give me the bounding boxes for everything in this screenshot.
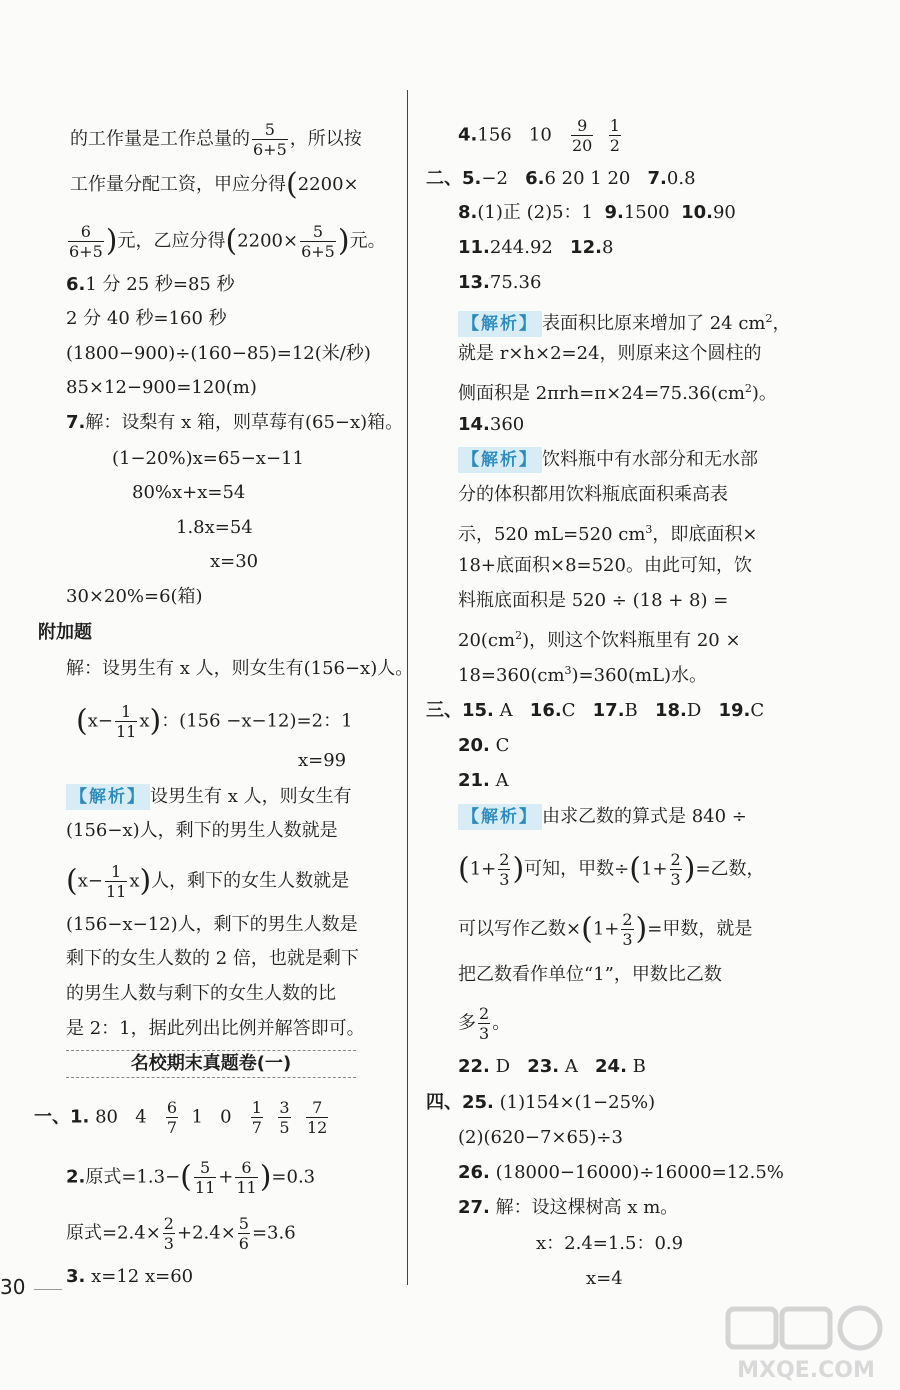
fraction: $\frac{2}{3}$	[622, 910, 633, 949]
analysis-line: $20(cm^2)$，则这个饮料瓶里有 20 ×	[458, 629, 741, 651]
section-title: 名校期末真题卷(一)	[66, 1050, 356, 1078]
watermark-logo	[720, 1305, 890, 1385]
text: 元。	[349, 230, 386, 252]
answer-line: 13.75.36	[458, 272, 542, 293]
text-line: 解：设男生有 x 人，则女生有(156−x)人。	[66, 658, 414, 679]
answer-line: (2)(620−7×65)÷3	[458, 1127, 623, 1148]
analysis-line: 【解析】 表面积比原来增加了 24 $cm^2$，	[458, 306, 791, 337]
text-line: $\frac{6}{6+5}$ )元，乙应分得(2200× $\frac{5}{6+5}$ )元。	[69, 222, 386, 261]
text-line: 工作量分配工资，甲应分得(2200×	[70, 167, 359, 202]
fraction: $\frac{5}{6}$	[238, 1214, 249, 1253]
analysis-line: 的男生人数与剩下的女生人数的比	[66, 983, 336, 1004]
text: 2200×	[297, 174, 359, 195]
fraction: $\frac{7}{12}$	[306, 1098, 328, 1137]
fraction: $\frac{3}{5}$	[279, 1098, 290, 1137]
text: ，所以按	[289, 128, 362, 150]
analysis-line: (x− $\frac{1}{11}$ x)人，剩下的女生人数就是	[66, 862, 350, 901]
text-line: 85×12−900=120(m)	[66, 377, 257, 398]
fraction: $\frac{2}{3}$	[479, 1004, 490, 1043]
fraction: $\frac{1}{7}$	[251, 1098, 262, 1137]
text-line: (1800−900)÷(160−85)=12(米/秒)	[66, 343, 371, 364]
fraction: $\frac{1}{11}$	[105, 862, 127, 901]
fraction: $\frac{2}{3}$	[670, 850, 681, 889]
equation: x=99	[298, 750, 347, 771]
answer-line: 14.360	[458, 414, 525, 435]
analysis-line: 多 $\frac{2}{3}$ 。	[458, 1004, 511, 1043]
analysis-line: 分的体积都用饮料瓶底面积乘高表	[458, 484, 728, 505]
analysis-tag: 【解析】	[66, 784, 150, 810]
equation: (x− $\frac{1}{11}$ x)：(156 −x−12)=2：1	[76, 702, 353, 741]
equation: (1−20%)x=65−x−11	[112, 448, 304, 469]
page-number: 30	[0, 1275, 26, 1299]
fraction: $\frac{2}{3}$	[499, 850, 510, 889]
answer-2: 2.原式=1.3−( $\frac{5}{11}$ + $\frac{6}{11}$ )=0.3	[66, 1158, 316, 1197]
analysis-tag: 【解析】	[458, 311, 542, 337]
answer-line: 11.244.92 12.8	[458, 237, 614, 258]
analysis-line: 示，520 mL=520 $cm^3$，即底面积×	[458, 523, 758, 545]
text-line: 30×20%=6(箱)	[66, 586, 203, 607]
answer-line: 27. 解：设这棵树高 x m。	[458, 1197, 679, 1218]
text-line	[70, 120, 362, 159]
analysis-line: 是 2：1，据此列出比例并解答即可。	[66, 1018, 365, 1039]
analysis-line: 就是 r×h×2=24，则原来这个圆柱的	[458, 343, 762, 364]
answer-6: 6.1 分 25 秒=85 秒	[66, 274, 235, 295]
answer-line: 22. D 23. A 24. B	[458, 1056, 646, 1077]
text: 元，乙应分得	[117, 230, 226, 252]
answer-line: 21. A	[458, 770, 509, 791]
answer-1: 一、1. 80 4 $\frac{6}{7}$ 1 0 $\frac{1}{7}$ $\frac{3}{5}$ $\frac{7}{12}$	[34, 1098, 328, 1137]
fraction: $\frac{9}{20}$	[571, 116, 593, 155]
answer-line: 26. (18000−16000)÷16000=12.5%	[458, 1162, 784, 1183]
fraction: $\frac{1}{2}$	[609, 116, 620, 155]
analysis-tag: 【解析】	[458, 804, 542, 830]
fraction: $\frac{5}{6+5}$	[301, 222, 335, 261]
equation: x：2.4=1.5：0.9	[536, 1233, 684, 1254]
answer-7: 7.解：设梨有 x 箱，则草莓有(65−x)箱。	[66, 412, 404, 433]
text: 2200×	[237, 230, 299, 252]
analysis-line: 剩下的女生人数的 2 倍，也就是剩下	[66, 948, 359, 969]
fraction: $\frac{6}{11}$	[236, 1158, 257, 1197]
answer-line: 20. C	[458, 735, 510, 756]
answer-line: 三、15. A 16.C 17.B 18.D 19.C	[426, 700, 765, 721]
fraction: $\frac{6}{7}$	[166, 1098, 177, 1137]
fraction: $\frac{6}{6+5}$	[69, 222, 103, 261]
analysis-line: (156−x)人，剩下的男生人数就是	[66, 820, 338, 841]
analysis-line: $18=360(cm^3)=360(mL)$水。	[458, 664, 708, 686]
analysis-line: 【解析】 由求乙数的算式是 840 ÷	[458, 804, 747, 830]
analysis-line: 料瓶底面积是 520 ÷ (18 + 8) =	[458, 590, 729, 611]
equation: 1.8x=54	[176, 517, 253, 538]
equation: x=30	[210, 551, 259, 572]
fraction: $\frac{5}{11}$	[194, 1158, 216, 1197]
text-line: 2 分 40 秒=160 秒	[66, 308, 227, 329]
svg-text:MXQE.COM: MXQE.COM	[737, 1358, 875, 1383]
answer-3: 3. x=12 x=60	[66, 1266, 194, 1287]
extra-title: 附加题	[38, 622, 92, 643]
analysis-line: 18+底面积×8=520。由此可知，饮	[458, 555, 752, 576]
analysis-line: (1+ $\frac{2}{3}$ )可知，甲数÷(1+ $\frac{2}{3}$ )=乙数，	[458, 850, 765, 889]
analysis-line: 【解析】 饮料瓶中有水部分和无水部	[458, 447, 758, 473]
analysis-line: 侧面积是 $2\pi rh=\pi\times 24=75.36(cm^2)$。	[458, 382, 777, 404]
answer-4: 4.156 10 $\frac{9}{20}$ $\frac{1}{2}$	[458, 116, 620, 155]
answer-line: 8.(1)正 (2)5：1 9.1500 10.90	[458, 202, 736, 223]
analysis-line: (156−x−12)人，剩下的男生人数是	[66, 914, 358, 935]
answer-line: 四、25. (1)154×(1−25%)	[426, 1092, 656, 1113]
column-divider	[407, 90, 408, 1285]
equation: x=4	[586, 1268, 623, 1289]
analysis-tag: 【解析】	[458, 447, 542, 473]
text: 的工作量是工作总量的	[70, 128, 250, 150]
analysis-line: 【解析】 设男生有 x 人，则女生有	[66, 784, 352, 810]
page-rule	[34, 1289, 62, 1290]
analysis-line: 把乙数看作单位“1”，甲数比乙数	[458, 964, 722, 985]
answer-line: 二、5.−2 6.6 20 1 20 7.0.8	[426, 168, 696, 189]
fraction: $\frac{2}{3}$	[163, 1214, 174, 1253]
equation: 原式=2.4× $\frac{2}{3}$ +2.4× $\frac{5}{6}$ =3.6	[66, 1214, 296, 1253]
text: 工作量分配工资，甲应分得	[70, 174, 286, 195]
fraction: $\frac{1}{11}$	[115, 702, 137, 741]
analysis-line: 可以写作乙数×(1+ $\frac{2}{3}$ )=甲数，就是	[458, 910, 753, 949]
fraction: $\frac{5}{6+5}$	[253, 120, 287, 159]
equation: 80%x+x=54	[132, 482, 246, 503]
